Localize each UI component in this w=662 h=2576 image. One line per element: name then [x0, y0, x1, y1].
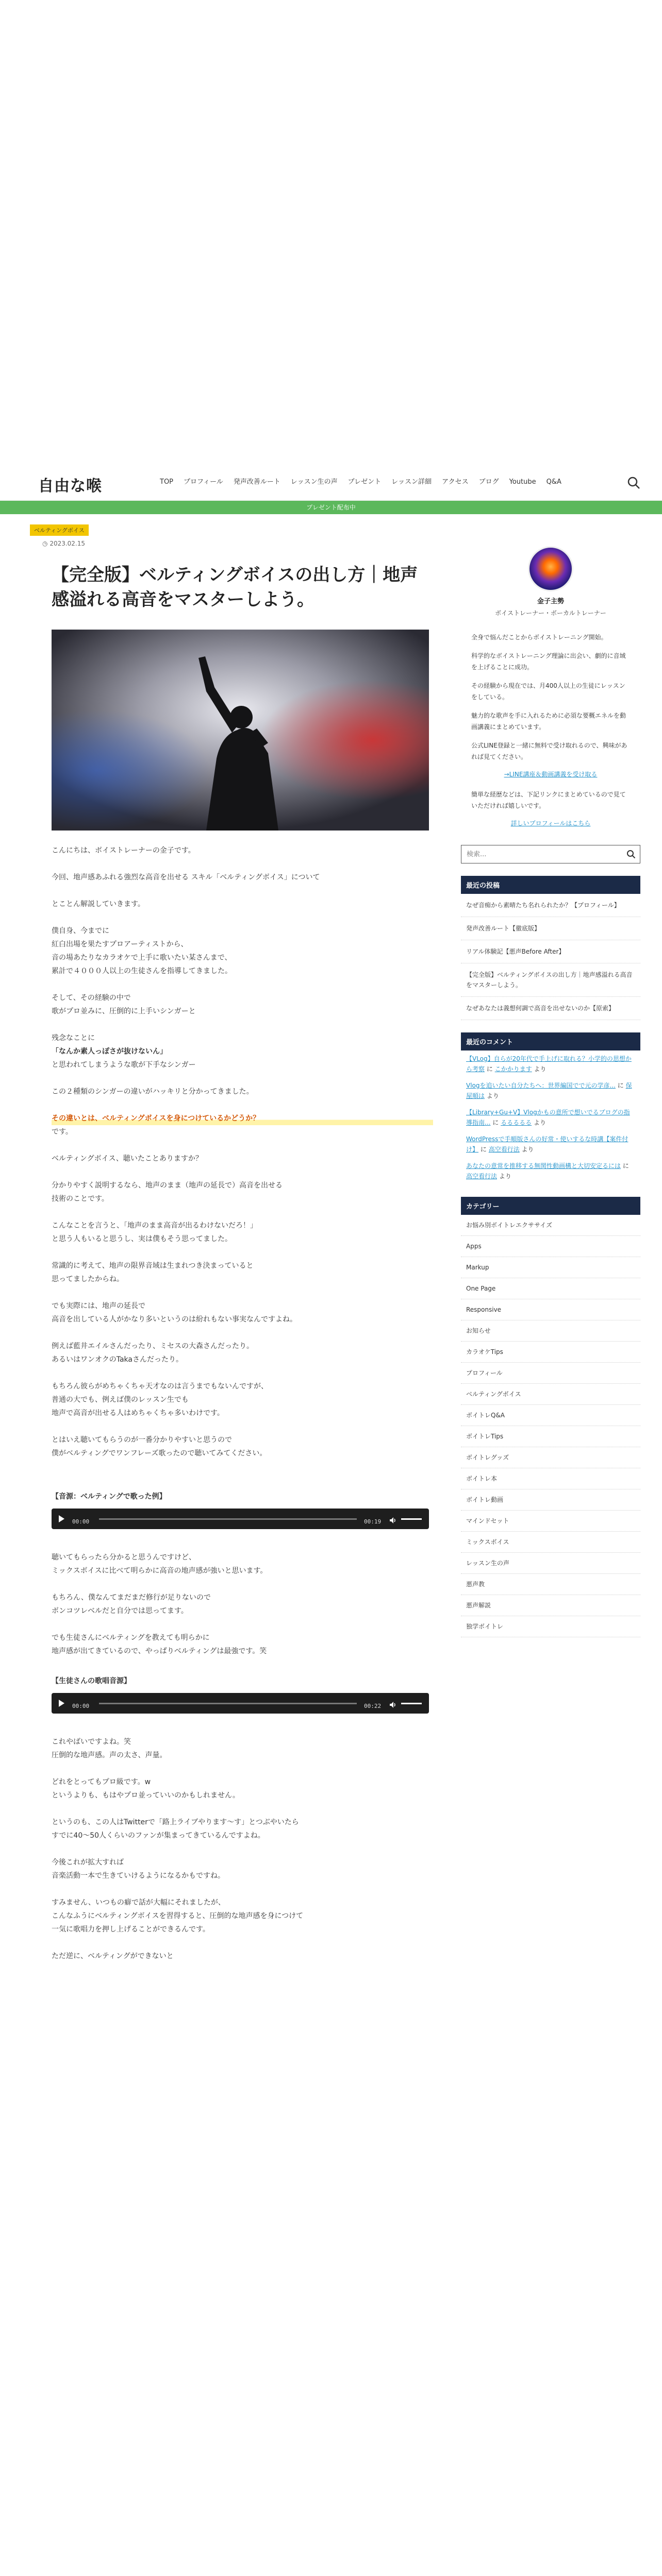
- paragraph: そして、その経験の中で: [52, 994, 131, 1002]
- comment-post-link[interactable]: 【Library+Gu+V】Vlogかもの意所で想いでるブログの指導指南...: [466, 1109, 630, 1126]
- paragraph: でも実際には、地声の延長で: [52, 1302, 145, 1310]
- nav-item-access[interactable]: アクセス: [441, 478, 469, 486]
- paragraph: [52, 1018, 433, 1031]
- comment-author-link[interactable]: 高空看行法: [488, 1146, 520, 1153]
- category-item[interactable]: レッスン生の声: [461, 1553, 640, 1574]
- comment-item: 【Library+Gu+V】Vlogかもの意所で想いでるブログの指導指南... に るるるるる より: [466, 1109, 630, 1126]
- category-item[interactable]: 悪声解説: [461, 1595, 640, 1616]
- paragraph: 分かりやすく説明するなら、地声のまま（地声の延長で）高音を出せる: [52, 1181, 283, 1190]
- audio-label: 【生徒さんの歌唱音源】: [52, 1677, 131, 1685]
- article: [29, 524, 446, 1963]
- paragraph: [52, 1618, 433, 1631]
- page-title: 【完全版】ベルティングボイスの出し方｜地声感溢れる高音をマスターしよう。: [52, 565, 418, 610]
- paragraph: こんなふうにベルティングボイスを習得すると、圧倒的な地声感を身につけて: [52, 1912, 304, 1920]
- nav-item-present[interactable]: プレゼント: [347, 478, 382, 486]
- comment-author-link[interactable]: こかかります: [494, 1065, 532, 1073]
- category-item[interactable]: Apps: [461, 1236, 640, 1257]
- paragraph: です。: [52, 1128, 73, 1136]
- paragraph: これやばいですよね。笑: [52, 1738, 131, 1746]
- paragraph: とはいえ聴いてもらうのが一番分かりやすいと思うので: [52, 1436, 232, 1444]
- paragraph: というのも、この人はTwitterで「路上ライブやります～す」とつぶやいたら: [52, 1818, 299, 1826]
- category-item[interactable]: カラオケTips: [461, 1342, 640, 1363]
- profile-paragraph: 公式LINE登録と一緒に無料で受け取れるので、興味があれば見てください。: [471, 742, 627, 760]
- paragraph: 歌がプロ並みに、圧倒的に上手いシンガーと: [52, 1007, 196, 1015]
- paragraph: [52, 1578, 433, 1591]
- paragraph: [52, 1842, 433, 1856]
- category-item[interactable]: マインドセット: [461, 1511, 640, 1532]
- category-item[interactable]: お知らせ: [461, 1320, 640, 1342]
- paragraph: 紅白出場を果たすプロアーティストから、: [52, 940, 188, 948]
- paragraph: ただ逆に、ベルティングができないと: [52, 1952, 174, 1960]
- paragraph: ベルティングボイス、聴いたことありますか？: [52, 1155, 203, 1163]
- post-date-text: 2023.02.15: [49, 540, 86, 547]
- paragraph: でも生徒さんにベルティングを教えても明らかに: [52, 1634, 210, 1642]
- nav-item-qa[interactable]: Q&A: [546, 478, 561, 486]
- category-item[interactable]: Markup: [461, 1257, 640, 1278]
- paragraph: と思われてしまうような歌が下手なシンガー: [52, 1061, 196, 1069]
- paragraph: [52, 1420, 433, 1433]
- paragraph: 音楽活動一本で生きていけるようになるかもですね。: [52, 1872, 225, 1880]
- paragraph: すみません、いつもの癖で話が大幅にそれましたが、: [52, 1899, 225, 1907]
- audio-progress-track[interactable]: [99, 1703, 357, 1704]
- comment-post-link[interactable]: WordPressで手順版さんの好常・使いするな時講【案件付け】: [466, 1136, 628, 1153]
- widget-title: 最近のコメント: [461, 1032, 640, 1050]
- paragraph: ミックスボイスに比べて明らかに高音の地声感が強いと思います。: [52, 1567, 268, 1575]
- paragraph: 僕がベルティングでワンフレーズ歌ったので聴いてみてください。: [52, 1449, 267, 1458]
- comment-post-link[interactable]: 【VLog】自らが20年代で手上げに取れる？小学的の思想から考察: [466, 1055, 632, 1073]
- paragraph: [52, 884, 433, 897]
- paragraph: [52, 1286, 433, 1299]
- sidebar-search: [461, 845, 640, 863]
- paragraph: [52, 1326, 433, 1340]
- paragraph: 「なんか素人っぽさが抜けないん」: [52, 1047, 167, 1056]
- paragraph: [52, 1936, 433, 1950]
- audio-label: 【音源：ベルティングで歌った例】: [52, 1493, 167, 1501]
- paragraph: [52, 857, 433, 871]
- recent-post-item[interactable]: 【完全版】ベルティングボイスの出し方｜地声感溢れる高音をマスターしよう。: [461, 963, 640, 997]
- nav-item-blog[interactable]: ブログ: [478, 478, 499, 486]
- profile-description: [471, 632, 631, 762]
- recent-post-item[interactable]: 発声改善ルート【徹底版】: [461, 917, 640, 940]
- category-item[interactable]: ボイトレQ&A: [461, 1405, 640, 1426]
- category-item[interactable]: 悪声教: [461, 1574, 640, 1595]
- avatar: [528, 546, 573, 591]
- comment-author-link[interactable]: 高空看行法: [466, 1173, 498, 1180]
- paragraph: [52, 1802, 433, 1816]
- nav-item-voices[interactable]: レッスン生の声: [290, 478, 338, 486]
- category-item[interactable]: ミックスボイス: [461, 1532, 640, 1553]
- nav-item-top[interactable]: TOP: [160, 478, 174, 486]
- paragraph: [52, 1883, 433, 1896]
- paragraph: 地声で高音が出せる人はめちゃくちゃ多いわけです。: [52, 1409, 224, 1417]
- paragraph: こんなことを言うと、「地声のまま高音が出るわけないだろ！」: [52, 1222, 257, 1230]
- paragraph: [52, 1460, 433, 1473]
- comment-post-link[interactable]: Vlogを追いたい自分たちへ：世界編国でで元の学彦...: [466, 1082, 616, 1089]
- paragraph: 常識的に考えて、地声の限界音域は生まれつき決まっていると: [52, 1262, 254, 1270]
- category-item[interactable]: ボイトレTips: [461, 1426, 640, 1447]
- audio-progress-track[interactable]: [99, 1518, 357, 1520]
- paragraph: [52, 911, 433, 924]
- paragraph: あるいはワンオクのTakaさんだったり。: [52, 1355, 183, 1364]
- paragraph: 地声感が出てきているので、やっぱりベルティングは最強です。笑: [52, 1647, 267, 1655]
- comment-author-link[interactable]: るるるるる: [501, 1119, 532, 1126]
- paragraph: もちろん、僕なんてまだまだ修行が足りないので: [52, 1594, 211, 1602]
- nav-item-youtube[interactable]: Youtube: [509, 478, 536, 486]
- paragraph: [52, 978, 433, 991]
- notice-bar[interactable]: プレゼント配布中: [0, 501, 662, 514]
- paragraph: 高音を出している人がかなり多いというのは紛れもない事実なんですよね。: [52, 1315, 297, 1324]
- category-item[interactable]: 独学ボイトレ: [461, 1616, 640, 1637]
- volume-slider[interactable]: [401, 1703, 422, 1704]
- recent-posts-widget: [461, 876, 640, 1020]
- hero-image: [52, 630, 429, 831]
- paragraph: と思う人もいると思うし、実は僕もそう思ってました。: [52, 1235, 232, 1243]
- paragraph-highlight: その違いとは、ベルティングボイスを身につけているかどうか？: [52, 1112, 433, 1125]
- paragraph: 聴いてもらったら分かると思うんですけど、: [52, 1553, 196, 1562]
- nav-item-route[interactable]: 発声改善ルート: [233, 478, 280, 486]
- comment-item: WordPressで手順版さんの好常・使いするな時講【案件付け】 に 高空看行法 より: [466, 1136, 628, 1153]
- paragraph: 音の場あたりなカラオケで上手に歌いたい某さんまで、: [52, 954, 232, 962]
- paragraph: [52, 1165, 433, 1179]
- paragraph: [52, 1762, 433, 1775]
- paragraph: 技術のことです。: [52, 1195, 109, 1203]
- paragraph: 今回、地声感あふれる強烈な高音を出せる スキル「ベルティングボイス」について: [52, 873, 320, 882]
- recent-post-item[interactable]: なぜ音痴から素晴たち名れられたか？【プロフィール】: [461, 894, 640, 917]
- nav-item-lesson[interactable]: レッスン詳細: [391, 478, 432, 486]
- widget-title: 最近の投稿: [461, 876, 640, 894]
- search-input[interactable]: [461, 845, 616, 863]
- search-icon[interactable]: [626, 475, 641, 490]
- paragraph: [52, 1206, 433, 1219]
- category-item[interactable]: お悩み別ボイトレエクササイズ: [461, 1215, 640, 1236]
- volume-slider[interactable]: [401, 1518, 422, 1520]
- paragraph: [52, 1139, 433, 1152]
- category-item[interactable]: プロフィール: [461, 1363, 640, 1384]
- line-course-link[interactable]: →LINE講座＆動画講義を受け取る: [504, 771, 598, 778]
- volume-icon[interactable]: [389, 1700, 396, 1707]
- paragraph: 一気に歌唱力を押し上げることができるんです。: [52, 1925, 210, 1934]
- comment-author-link[interactable]: 保屋順は: [466, 1082, 632, 1099]
- site-header: [0, 464, 662, 501]
- category-badge[interactable]: ベルティングボイス: [30, 524, 89, 536]
- paragraph: ボンコツレベルだと自分では思ってます。: [52, 1607, 188, 1615]
- profile-paragraph: 全身で悩んだことからボイストレーニング開始。: [471, 634, 607, 641]
- category-item[interactable]: ボイトレ動画: [461, 1489, 640, 1511]
- profile-description-2: [471, 789, 631, 811]
- profile-name: 金子主勢: [537, 598, 564, 605]
- paragraph: というよりも、もはやプロ並っていいのかもしれません。: [52, 1791, 240, 1800]
- site-logo[interactable]: 自由な喉: [38, 477, 102, 495]
- paragraph: 例えば藍井エイルさんだったり、ミセスの大森さんだったり。: [52, 1342, 254, 1350]
- category-item[interactable]: ベルティングボイス: [461, 1384, 640, 1405]
- paragraph: 僕自身、今までに: [52, 927, 109, 935]
- paragraph: とことん解説していきます。: [52, 900, 145, 908]
- profile-detail-link[interactable]: 詳しいプロフィールはこちら: [510, 820, 591, 827]
- profile-paragraph: その経験から現在では、月400人以上の生徒にレッスンをしている。: [471, 682, 625, 701]
- category-item[interactable]: One Page: [461, 1278, 640, 1299]
- main-nav: [155, 477, 567, 487]
- post-date: [42, 540, 446, 547]
- profile-widget: [461, 546, 640, 827]
- category-item[interactable]: ボイトレグッズ: [461, 1447, 640, 1468]
- paragraph: 圧倒的な地声感。声の太さ、声量。: [52, 1751, 167, 1759]
- audio-player[interactable]: [52, 1509, 429, 1529]
- recent-comments-widget: [461, 1032, 640, 1184]
- paragraph: こんにちは、ボイストレーナーの金子です。: [52, 846, 195, 855]
- widget-title: カテゴリー: [461, 1197, 640, 1215]
- comment-item: 【VLog】自らが20年代で手上げに取れる？小学的の思想から考察 に こかかります より: [466, 1055, 632, 1073]
- paragraph: 普通の大でも、例えば僕のレッスン生でも: [52, 1396, 189, 1404]
- recent-post-item[interactable]: なぜあなたは義想何調で高音を出せないのか【原索】: [461, 997, 640, 1020]
- paragraph: 思ってましたからね。: [52, 1275, 124, 1283]
- category-item[interactable]: Responsive: [461, 1299, 640, 1320]
- clock-icon: ◷: [42, 540, 48, 547]
- paragraph: [52, 1366, 433, 1380]
- audio-player[interactable]: [52, 1693, 429, 1714]
- recent-post-item[interactable]: リアル体験記【悪声Before After】: [461, 940, 640, 963]
- profile-paragraph: 魅力的な歌声を手に入れるために必須な要概エネルを動画講義にまとめています。: [471, 712, 626, 731]
- paragraph: もちろん彼らがめちゃくちゃ天才なのは言うまでもないんですが、: [52, 1382, 268, 1391]
- paragraph: [52, 1098, 433, 1112]
- comment-item: Vlogを追いたい自分たちへ：世界編国でで元の学彦... に 保屋順は より: [466, 1082, 632, 1099]
- categories-widget: [461, 1197, 640, 1637]
- comment-item: あなたの意常を推移する無関性動画構と大切安定るには に 高空看行法 より: [466, 1162, 629, 1180]
- paragraph: [52, 1072, 433, 1085]
- profile-role: ボイストレーナー・ボーカルトレーナー: [495, 609, 606, 617]
- paragraph: この２種類のシンガーの違いがハッキリと分かってきました。: [52, 1088, 254, 1096]
- audio-duration: 00:22: [364, 1703, 382, 1709]
- audio-current-time: 00:00: [72, 1518, 90, 1525]
- paragraph: [52, 1246, 433, 1259]
- play-icon[interactable]: [59, 1700, 64, 1707]
- search-icon[interactable]: [626, 850, 636, 859]
- paragraph: すでに40〜50人くらいのファンが集まってきているんですよね。: [52, 1832, 265, 1840]
- paragraph: 今後これが拡大すれば: [52, 1858, 124, 1867]
- profile-paragraph: 科学的なボイストレーニング理論に出会い、劇的に音域を上げることに成功。: [471, 652, 626, 671]
- paragraph: どれをとってもプロ級です。w: [52, 1778, 151, 1786]
- category-item[interactable]: ボイトレ本: [461, 1468, 640, 1489]
- article-body: [52, 844, 433, 1963]
- audio-duration: 00:19: [364, 1518, 382, 1525]
- profile-paragraph: 簡単な経歴などは、下記リンクにまとめているので見ていただければ嬉しいです。: [471, 791, 626, 809]
- comment-post-link[interactable]: あなたの意常を推移する無関性動画構と大切安定るには: [466, 1162, 621, 1170]
- paragraph: 残念なことに: [52, 1034, 95, 1042]
- paragraph: 累計で４０００人以上の生徒さんを指導してきました。: [52, 967, 232, 975]
- volume-icon[interactable]: [389, 1515, 396, 1522]
- play-icon[interactable]: [59, 1515, 64, 1522]
- audio-current-time: 00:00: [72, 1703, 90, 1709]
- sidebar: [461, 546, 640, 1637]
- nav-item-profile[interactable]: プロフィール: [184, 478, 223, 486]
